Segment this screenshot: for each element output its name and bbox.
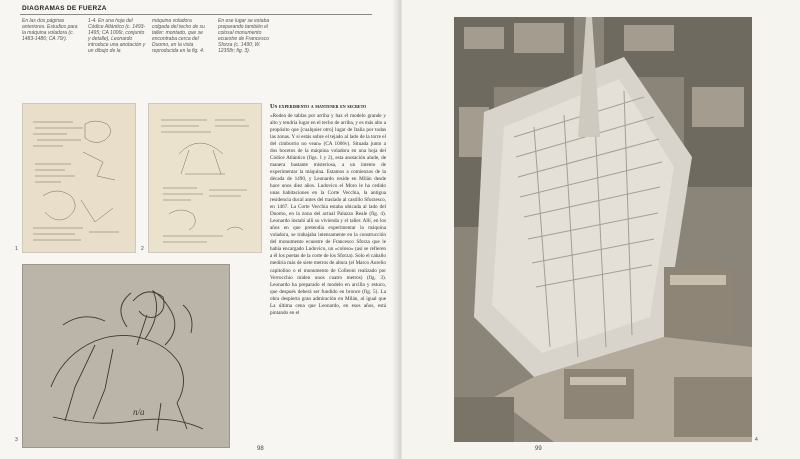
manuscript-sketch-image-2 [148, 103, 262, 253]
figure-number-4: 4 [755, 437, 758, 443]
caption-figures-1-4: 1-4. En una hoja del Códice Atlántico (c. 1493-1495; CA 1006r, conjunto y detalle), Leonardo introduce una anotación y un dibujo de la [88, 18, 146, 54]
manuscript-sketch-image-1 [22, 103, 136, 253]
article-block [270, 103, 386, 317]
article-body: «Rodea de tablas por arriba y haz el modelo grande y alto y tendría lugar en el techo de arriba, y es más alto a propósito que [cualquier otro] lugar de Italia por todas las zonas. Y si estás sobre el tejado al lado de la torre el del cimborrio no vean» (CA 1006v). Situada junto a dos bocetos de la máquina voladora en una hoja del Códice Atlántico (figs. 1 y 2), esta anotación alude, de manera bastante misteriosa, a un intento de experimentar la máquina. Estamos a comienzos de la década de 1490, y Leonardo reside en Milán desde hace unos diez años. Ludovico el Moro le ha cedido unas habitaciones en la Corte Vecchia, la antigua residencia ducal antes del traslado al castillo Sforzesco, en 1467. La Corte Vecchia estaba ubicada al lado del Duomo, en la zona del actual Palazzo Reale (fig. 4). Leonardo instaló allí su vivienda y el taller. Allí, en los años en que pretendía experimentar la máquina voladora, se trabajaba intensamente en la construcción del monumento ecuestre de Francesco Sforza que le había encargado Ludovico, un «coloso» (así se refieren a él los poetas de la corte de los Sforza). Solo el caballo mediría más de siete metros de altura (el Marco Aurelio capitolino o el monumento de Colleoni realizado por Verrocchio miden unos cuatro metros) (fig. 3). Leonardo ha preparado el modelo en arcilla y estuco, que después deberá ser fundido en bronce (fig. 5). La obra despierta gran admiración en Milán, al igual que La última cena que Leonardo, en esos años, está pintando en el [270, 112, 386, 316]
left-page [0, 0, 398, 459]
svg-text:n/a: n/a [133, 407, 145, 417]
horse-rider-drawing-image [22, 264, 230, 448]
page-number-left: 98 [257, 446, 264, 452]
milan-cathedral-aerial-photo [454, 17, 752, 442]
section-title: DIAGRAMAS DE FUERZA [22, 5, 107, 12]
article-title: Un experimento a mantener en secreto [270, 103, 367, 110]
header-rule [20, 14, 372, 15]
caption-monument: En ese lugar se estaba preparando también el colosal monumento ecuestre de Francesco Sforza (c. 1490; W. 12358r; fig. 3). [218, 18, 270, 54]
caption-previous-pages: En las dos páginas anteriores. Estudios para la máquina voladora (c. 1483-1486; CA 70r). [22, 18, 78, 42]
caption-workshop: máquina voladora colgada del techo de su taller: montado, que se encontraba cerca del Duomo, en la vista reproducida en la fig. 4. [152, 18, 205, 54]
figure-number-3: 3 [15, 437, 18, 443]
page-number-right: 99 [535, 446, 542, 452]
figure-number-2: 2 [141, 246, 144, 252]
figure-number-1: 1 [15, 246, 18, 252]
